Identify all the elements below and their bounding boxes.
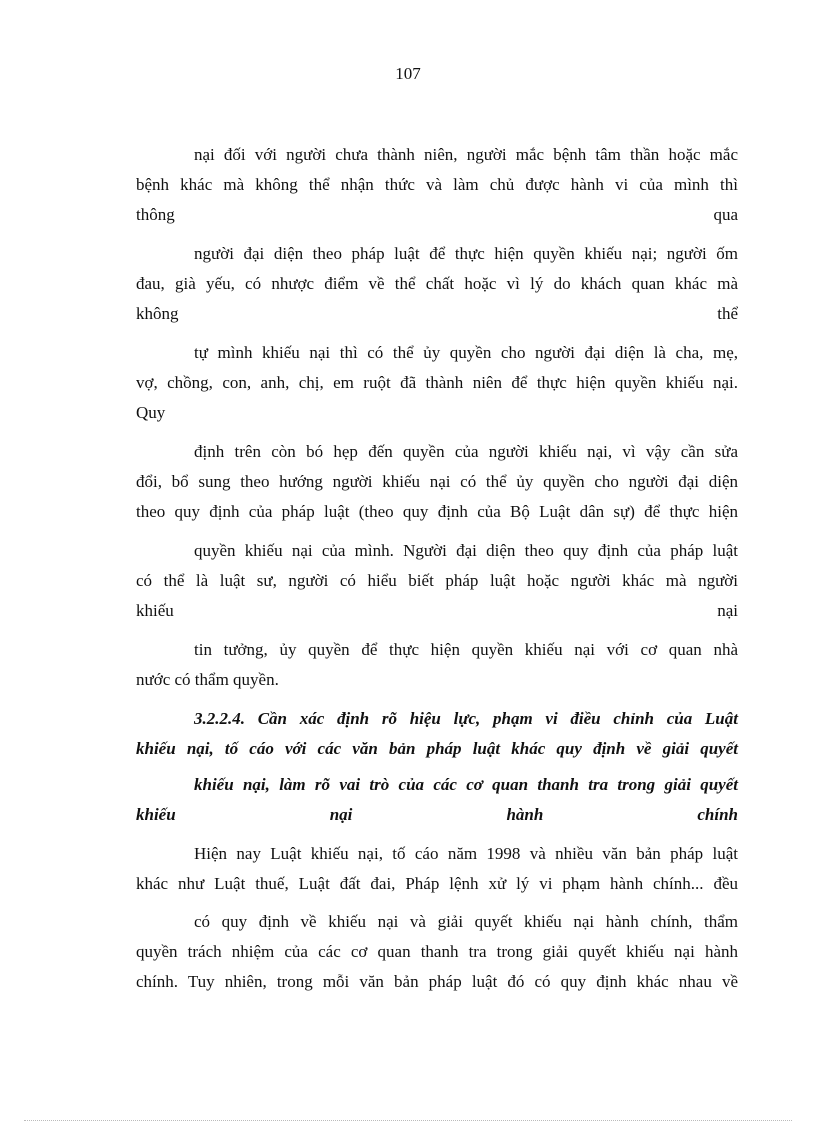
text-line: không thể	[136, 304, 738, 323]
text-line: khiếu nại	[136, 601, 738, 620]
text-line: quyền khiếu nại của mình. Người đại diện theo quy định của pháp luật	[194, 541, 738, 560]
text-line: chính. Tuy nhiên, trong mỗi văn bản pháp luật đó có quy định khác nhau về	[136, 972, 738, 991]
text-line: Hiện nay Luật khiếu nại, tố cáo năm 1998 và nhiều văn bản pháp luật	[194, 844, 738, 863]
text-line: bệnh khác mà không thể nhận thức và làm chủ được hành vi của mình thì	[136, 175, 738, 194]
text-line: khác như Luật thuế, Luật đất đai, Pháp lệnh xử lý vi phạm hành chính... đều	[136, 874, 738, 893]
text-line: đau, già yếu, có nhược điểm về thể chất hoặc vì lý do khách quan khác mà	[136, 274, 738, 293]
section-heading-line: 3.2.2.4. Cần xác định rõ hiệu lực, phạm vi điều chỉnh của Luật	[194, 709, 738, 728]
text-line: theo quy định của pháp luật (theo quy định của Bộ Luật dân sự) để thực hiện	[136, 502, 738, 521]
page-number: 107	[395, 64, 421, 83]
text-line: định trên còn bó hẹp đến quyền của người khiếu nại, vì vậy cần sửa	[194, 442, 738, 461]
text-line: tự mình khiếu nại thì có thể ủy quyền cho người đại diện là cha, mẹ,	[194, 343, 738, 362]
text-line: vợ, chồng, con, anh, chị, em ruột đã thành niên để thực hiện quyền khiếu nại.	[136, 373, 738, 392]
text-line: Quy	[136, 403, 166, 422]
section-heading-line: khiếu nại, làm rõ vai trò của các cơ quan thanh tra trong giải quyết	[194, 775, 738, 794]
text-line: người đại diện theo pháp luật để thực hiện quyền khiếu nại; người ốm	[194, 244, 738, 263]
text-line: có thể là luật sư, người có hiểu biết pháp luật hoặc người khác mà người	[136, 571, 738, 590]
section-heading-line: khiếu nại, tố cáo với các văn bản pháp luật khác quy định về giải quyết	[136, 739, 738, 758]
text-line: đổi, bổ sung theo hướng người khiếu nại có thể ủy quyền cho người đại diện	[136, 472, 738, 491]
text-line: nước có thẩm quyền.	[136, 670, 279, 689]
text-line: có quy định về khiếu nại và giải quyết khiếu nại hành chính, thẩm	[194, 912, 738, 931]
text-line: quyền trách nhiệm của các cơ quan thanh tra trong giải quyết khiếu nại hành	[136, 942, 738, 961]
text-line: nại đối với người chưa thành niên, người mắc bệnh tâm thần hoặc mắc	[194, 145, 738, 164]
footer-divider	[24, 1120, 792, 1121]
text-line: tin tưởng, ủy quyền để thực hiện quyền khiếu nại với cơ quan nhà	[194, 640, 738, 659]
text-line: thông qua	[136, 205, 738, 224]
section-heading-line: khiếu nại hành chính	[136, 805, 738, 824]
